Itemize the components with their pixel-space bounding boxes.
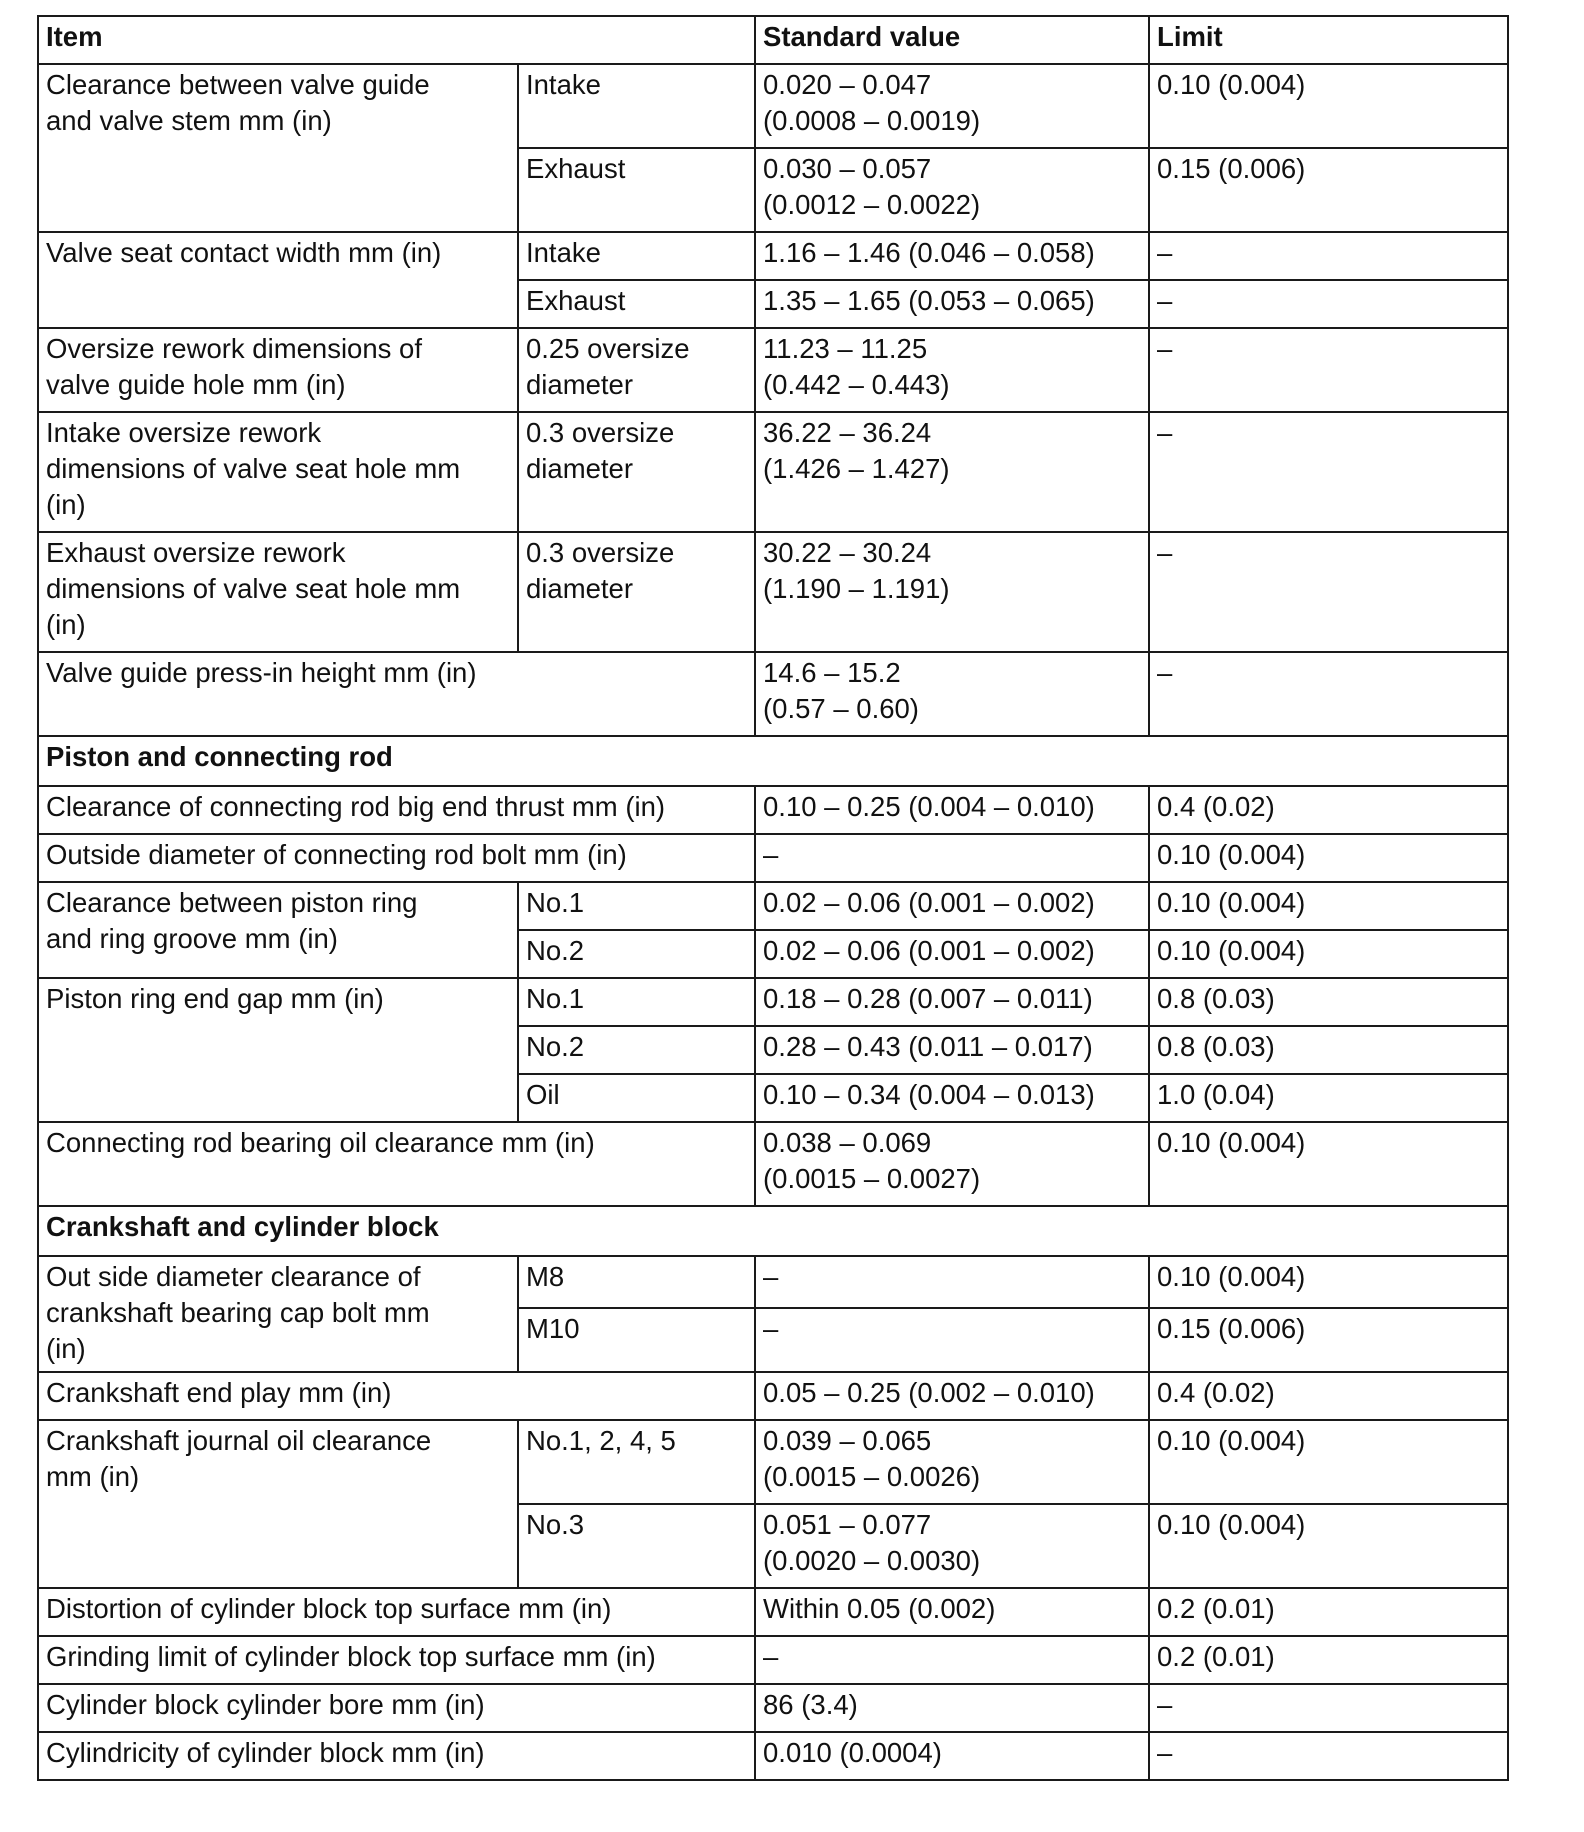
standard-value-cell: 0.05 – 0.25 (0.002 – 0.010): [755, 1372, 1149, 1420]
limit-cell: –: [1149, 652, 1508, 736]
table-row: [38, 532, 1508, 652]
limit-cell: 1.0 (0.04): [1149, 1074, 1508, 1122]
table-row: [38, 412, 1508, 532]
table-row: [38, 1372, 1508, 1420]
standard-value-cell: 0.02 – 0.06 (0.001 – 0.002): [755, 930, 1149, 978]
limit-cell: –: [1149, 232, 1508, 280]
table-row: [38, 978, 1508, 1026]
standard-value-cell: 0.051 – 0.077 (0.0020 – 0.0030): [755, 1504, 1149, 1588]
sub-item-cell: No.3: [518, 1504, 755, 1588]
standard-value-cell: 11.23 – 11.25 (0.442 – 0.443): [755, 328, 1149, 412]
item-cell: Distortion of cylinder block top surface mm (in): [38, 1588, 755, 1636]
standard-value-cell: 0.10 – 0.34 (0.004 – 0.013): [755, 1074, 1149, 1122]
limit-cell: 0.2 (0.01): [1149, 1588, 1508, 1636]
limit-cell: 0.4 (0.02): [1149, 1372, 1508, 1420]
item-cell: Outside diameter of connecting rod bolt mm (in): [38, 834, 755, 882]
item-cell: Connecting rod bearing oil clearance mm (in): [38, 1122, 755, 1206]
item-cell: Oversize rework dimensions of valve guide hole mm (in): [38, 328, 518, 412]
sub-item-cell: No.1: [518, 978, 755, 1026]
sub-item-cell: No.1: [518, 882, 755, 930]
header-standard-value: Standard value: [755, 16, 1149, 64]
table-row: [38, 1684, 1508, 1732]
item-cell: Piston ring end gap mm (in): [38, 978, 518, 1122]
table-row: [38, 834, 1508, 882]
table-row: [38, 1732, 1508, 1780]
limit-cell: 0.10 (0.004): [1149, 64, 1508, 148]
limit-cell: –: [1149, 532, 1508, 652]
limit-cell: –: [1149, 280, 1508, 328]
item-cell: Valve seat contact width mm (in): [38, 232, 518, 328]
limit-cell: 0.10 (0.004): [1149, 1504, 1508, 1588]
item-cell: Crankshaft end play mm (in): [38, 1372, 755, 1420]
limit-cell: 0.2 (0.01): [1149, 1636, 1508, 1684]
item-cell: Cylindricity of cylinder block mm (in): [38, 1732, 755, 1780]
section-title-crankshaft-cylinder-block: Crankshaft and cylinder block: [38, 1206, 1508, 1256]
table-row: [38, 232, 1508, 280]
table-row: [38, 1636, 1508, 1684]
section-title-piston-connecting-rod: Piston and connecting rod: [38, 736, 1508, 786]
standard-value-cell: 0.030 – 0.057 (0.0012 – 0.0022): [755, 148, 1149, 232]
header-item: Item: [38, 16, 755, 64]
standard-value-cell: 0.020 – 0.047 (0.0008 – 0.0019): [755, 64, 1149, 148]
standard-value-cell: 1.35 – 1.65 (0.053 – 0.065): [755, 280, 1149, 328]
sub-item-cell: Exhaust: [518, 280, 755, 328]
limit-cell: 0.8 (0.03): [1149, 1026, 1508, 1074]
item-cell: Grinding limit of cylinder block top surface mm (in): [38, 1636, 755, 1684]
sub-item-cell: No.2: [518, 1026, 755, 1074]
sub-item-cell: 0.3 oversize diameter: [518, 412, 755, 532]
standard-value-cell: 86 (3.4): [755, 1684, 1149, 1732]
limit-cell: 0.10 (0.004): [1149, 834, 1508, 882]
table-row: [38, 328, 1508, 412]
sub-item-cell: Intake: [518, 232, 755, 280]
table-row: [38, 652, 1508, 736]
standard-value-cell: 0.038 – 0.069 (0.0015 – 0.0027): [755, 1122, 1149, 1206]
limit-cell: –: [1149, 328, 1508, 412]
limit-cell: 0.10 (0.004): [1149, 882, 1508, 930]
item-cell: Cylinder block cylinder bore mm (in): [38, 1684, 755, 1732]
limit-cell: –: [1149, 1732, 1508, 1780]
limit-cell: 0.15 (0.006): [1149, 148, 1508, 232]
section-row: [38, 1206, 1508, 1256]
item-cell: Valve guide press-in height mm (in): [38, 652, 755, 736]
table-row: [38, 1420, 1508, 1504]
limit-cell: 0.10 (0.004): [1149, 1256, 1508, 1308]
item-cell: Out side diameter clearance of crankshaft bearing cap bolt mm (in): [38, 1256, 518, 1372]
limit-cell: 0.15 (0.006): [1149, 1308, 1508, 1372]
limit-cell: 0.8 (0.03): [1149, 978, 1508, 1026]
table-row: [38, 1588, 1508, 1636]
standard-value-cell: –: [755, 1308, 1149, 1372]
sub-item-cell: No.1, 2, 4, 5: [518, 1420, 755, 1504]
section-row: [38, 736, 1508, 786]
standard-value-cell: 14.6 – 15.2 (0.57 – 0.60): [755, 652, 1149, 736]
limit-cell: 0.10 (0.004): [1149, 1420, 1508, 1504]
sub-item-cell: M8: [518, 1256, 755, 1308]
limit-cell: 0.10 (0.004): [1149, 930, 1508, 978]
sub-item-cell: Exhaust: [518, 148, 755, 232]
item-cell: Clearance between valve guide and valve stem mm (in): [38, 64, 518, 232]
standard-value-cell: –: [755, 834, 1149, 882]
table-row: [38, 1122, 1508, 1206]
standard-value-cell: 1.16 – 1.46 (0.046 – 0.058): [755, 232, 1149, 280]
sub-item-cell: Intake: [518, 64, 755, 148]
sub-item-cell: 0.25 oversize diameter: [518, 328, 755, 412]
standard-value-cell: 0.02 – 0.06 (0.001 – 0.002): [755, 882, 1149, 930]
limit-cell: 0.10 (0.004): [1149, 1122, 1508, 1206]
specification-table: [37, 15, 1509, 1781]
item-cell: Intake oversize rework dimensions of valve seat hole mm (in): [38, 412, 518, 532]
standard-value-cell: 30.22 – 30.24 (1.190 – 1.191): [755, 532, 1149, 652]
item-cell: Crankshaft journal oil clearance mm (in): [38, 1420, 518, 1588]
standard-value-cell: 0.039 – 0.065 (0.0015 – 0.0026): [755, 1420, 1149, 1504]
item-cell: Clearance between piston ring and ring groove mm (in): [38, 882, 518, 978]
table-row: [38, 882, 1508, 930]
table-header-row: [38, 16, 1508, 64]
item-cell: Exhaust oversize rework dimensions of valve seat hole mm (in): [38, 532, 518, 652]
limit-cell: –: [1149, 1684, 1508, 1732]
limit-cell: –: [1149, 412, 1508, 532]
table-row: [38, 786, 1508, 834]
standard-value-cell: 0.010 (0.0004): [755, 1732, 1149, 1780]
sub-item-cell: Oil: [518, 1074, 755, 1122]
standard-value-cell: 36.22 – 36.24 (1.426 – 1.427): [755, 412, 1149, 532]
sub-item-cell: M10: [518, 1308, 755, 1372]
header-limit: Limit: [1149, 16, 1508, 64]
standard-value-cell: –: [755, 1256, 1149, 1308]
standard-value-cell: 0.18 – 0.28 (0.007 – 0.011): [755, 978, 1149, 1026]
standard-value-cell: Within 0.05 (0.002): [755, 1588, 1149, 1636]
standard-value-cell: 0.10 – 0.25 (0.004 – 0.010): [755, 786, 1149, 834]
sub-item-cell: 0.3 oversize diameter: [518, 532, 755, 652]
standard-value-cell: 0.28 – 0.43 (0.011 – 0.017): [755, 1026, 1149, 1074]
table-row: [38, 1256, 1508, 1308]
item-cell: Clearance of connecting rod big end thrust mm (in): [38, 786, 755, 834]
table-row: [38, 64, 1508, 148]
limit-cell: 0.4 (0.02): [1149, 786, 1508, 834]
sub-item-cell: No.2: [518, 930, 755, 978]
standard-value-cell: –: [755, 1636, 1149, 1684]
